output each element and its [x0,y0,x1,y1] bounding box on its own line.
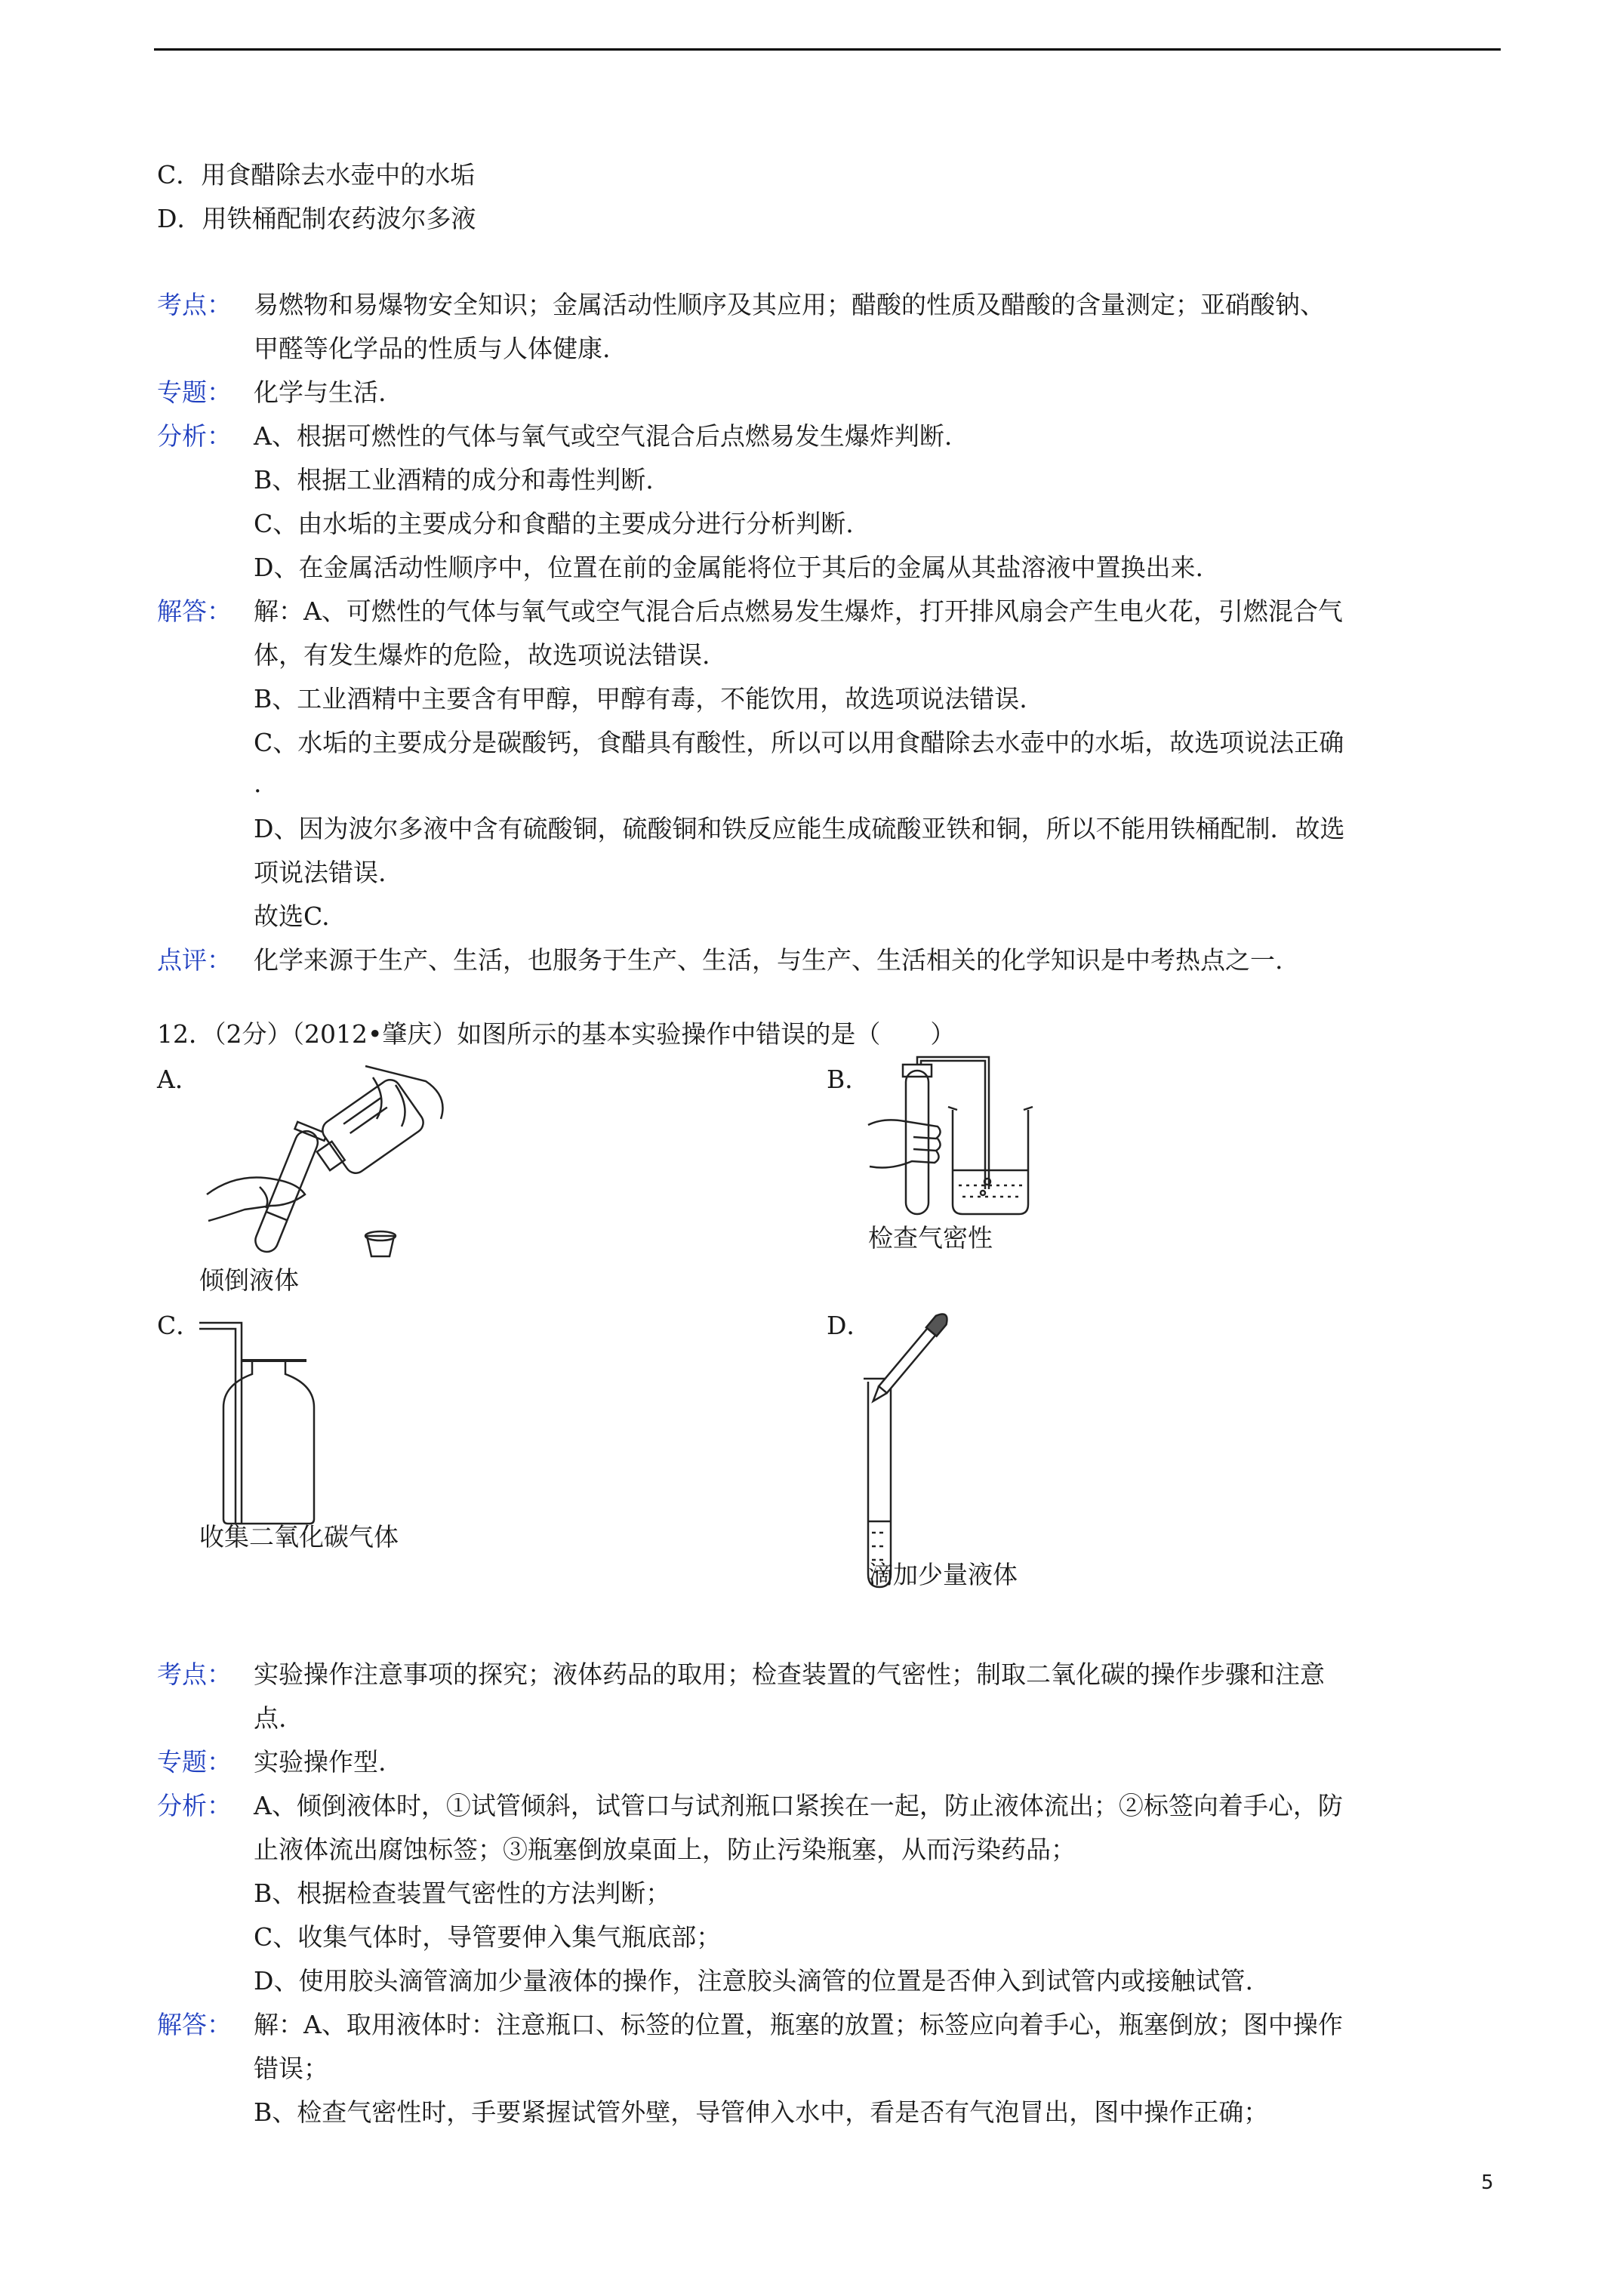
q11-fenxi-text-2: B、根据工业酒精的成分和毒性判断. [254,465,654,495]
airtight-check-figure [868,1057,1049,1226]
q11-jieda-text-8: 故选C. [254,901,330,931]
q11-jieda-row [157,596,1343,627]
pour-liquid-figure [199,1066,456,1265]
q11-jieda-label: 解答： [157,596,232,626]
q12-zhuanti-row [157,1747,387,1777]
q11-jieda-text-2: 体，有发生爆炸的危险，故选项说法错误. [254,640,710,670]
q11-fenxi-text-3: C、由水垢的主要成分和食醋的主要成分进行分析判断. [254,509,854,538]
q11-zhuanti-row [157,378,387,408]
q12-kaodian-text-2: 点. [254,1703,287,1733]
q12-fenxi-text-4: C、收集气体时，导管要伸入集气瓶底部； [254,1922,722,1952]
q12-fenxi-text-2: 止液体流出腐蚀标签；③瓶塞倒放桌面上，防止污染瓶塞，从而污染药品； [254,1835,1076,1864]
q12-kaodian-text-1: 实验操作注意事项的探究；液体药品的取用；检查装置的气密性；制取二氧化碳的操作步骤和注意 [254,1660,1325,1689]
option-d-letter: D． [827,1311,872,1340]
q11-jieda-text-3: B、工业酒精中主要含有甲醇，甲醇有毒，不能饮用，故选项说法错误. [254,684,1027,713]
q11-fenxi-text-1: A、根据可燃性的气体与氧气或空气混合后点燃易发生爆炸判断. [254,421,953,451]
q11-dianping-text: 化学来源于生产、生活，也服务于生产、生活，与生产、生活相关的化学知识是中考热点之一. [254,945,1283,975]
q11-jieda-text-5: . [254,769,262,798]
q12-zhuanti-text: 实验操作型. [254,1747,387,1777]
q11-zhuanti-text: 化学与生活. [254,378,387,407]
header-rule [154,48,1501,51]
q11-zhuanti-label: 专题： [157,378,232,407]
q11-kaodian-text-1: 易燃物和易爆物安全知识；金属活动性顺序及其应用；醋酸的性质及醋酸的含量测定；亚硝酸钠、 [254,290,1325,319]
q11-kaodian-text-2: 甲醛等化学品的性质与人体健康. [254,334,611,363]
q12-zhuanti-label: 专题： [157,1747,232,1777]
q12-kaodian-row [157,1660,1325,1690]
q12-jieda-text-3: B、检查气密性时，手要紧握试管外壁，导管伸入水中，看是否有气泡冒出，图中操作正确； [254,2097,1269,2127]
option-d-caption: 滴加少量液体 [868,1560,1018,1589]
q12-fenxi-row [157,1791,1343,1821]
q12-jieda-label: 解答： [157,2010,232,2039]
option-c-caption: 收集二氧化碳气体 [199,1522,399,1552]
q12-fenxi-text-3: B、根据检查装置气密性的方法判断； [254,1878,671,1908]
page-number: 5 [1481,2171,1494,2194]
option-a-letter: A． [157,1065,200,1094]
q12-jieda-text-2: 错误； [254,2054,328,2083]
option-b-caption: 检查气密性 [868,1223,993,1253]
q11-kaodian-row [157,290,1325,320]
dropper-figure [861,1306,974,1596]
q11-jieda-text-6: D、因为波尔多液中含有硫酸铜，硫酸铜和铁反应能生成硫酸亚铁和铜，所以不能用铁桶配制．故选 [254,814,1345,843]
option-d-line: D．用铁桶配制农药波尔多液 [157,204,476,233]
q12-jieda-text-1: 解：A、取用液体时：注意瓶口、标签的位置，瓶塞的放置；标签应向着手心，瓶塞倒放；图中操作 [254,2010,1343,2039]
option-c-letter: C． [157,1311,202,1340]
collect-co2-figure [199,1315,335,1530]
option-b-letter: B． [827,1065,870,1094]
q11-jieda-text-7: 项说法错误. [254,858,387,887]
q11-jieda-text-1: 解：A、可燃性的气体与氧气或空气混合后点燃易发生爆炸，打开排风扇会产生电火花，引燃混合气 [254,596,1343,626]
q11-dianping-label: 点评： [157,945,232,975]
q12-fenxi-text-5: D、使用胶头滴管滴加少量液体的操作，注意胶头滴管的位置是否伸入到试管内或接触试管. [254,1966,1253,1996]
q11-jieda-text-4: C、水垢的主要成分是碳酸钙，食醋具有酸性，所以可以用食醋除去水壶中的水垢，故选项说法正确 [254,728,1344,757]
q12-fenxi-text-1: A、倾倒液体时，①试管倾斜，试管口与试剂瓶口紧挨在一起，防止液体流出；②标签向着手心，防 [254,1791,1343,1820]
q11-fenxi-text-4: D、在金属活动性顺序中，位置在前的金属能将位于其后的金属从其盐溶液中置换出来. [254,553,1203,582]
option-c-line: C．用食醋除去水壶中的水垢 [157,160,476,190]
q12-jieda-row [157,2010,1343,2040]
q11-dianping-row [157,945,1283,975]
q12-kaodian-label: 考点： [157,1660,232,1689]
q12-question: 12．（2分）（2012•肇庆）如图所示的基本实验操作中错误的是（ ） [157,1019,956,1049]
q12-fenxi-label: 分析： [157,1791,232,1820]
option-a-caption: 倾倒液体 [199,1265,299,1295]
q11-fenxi-row [157,421,952,451]
q11-kaodian-label: 考点： [157,290,232,319]
q11-fenxi-label: 分析： [157,421,232,451]
